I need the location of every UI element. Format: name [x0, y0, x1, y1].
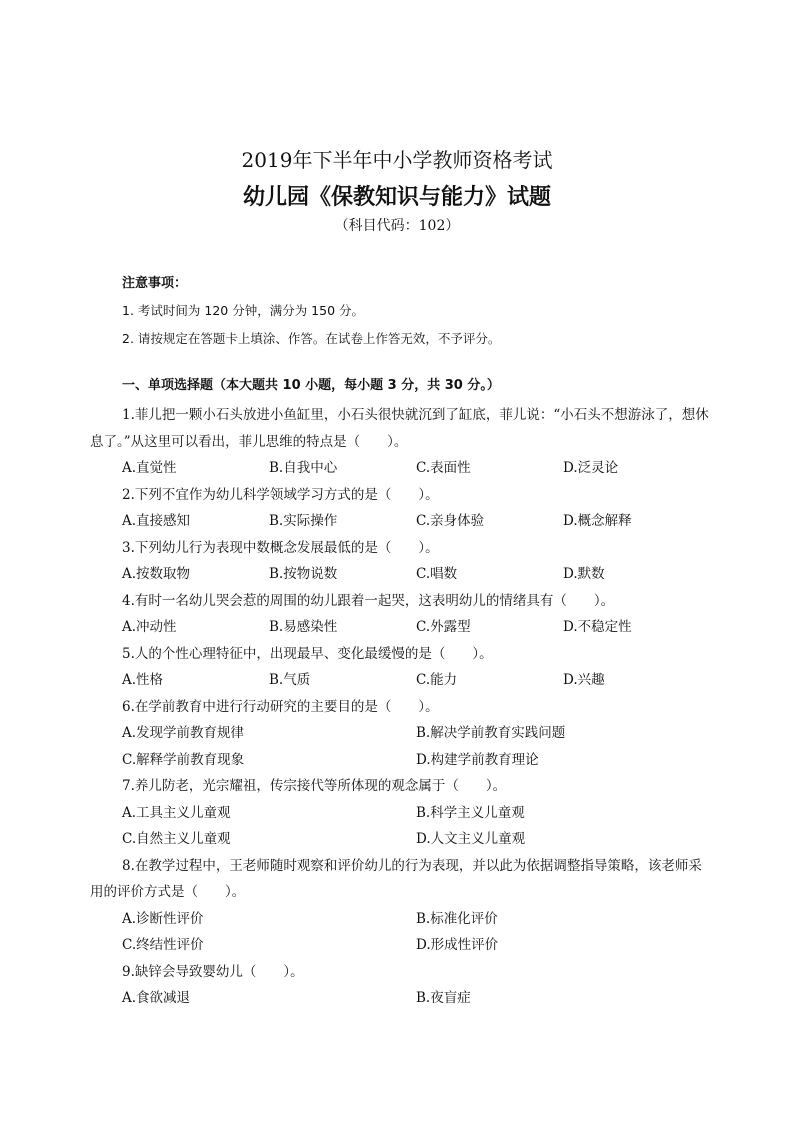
- exam-header: [0, 146, 794, 236]
- question-stem: 2.下列不宜作为幼儿科学领域学习方式的是（ ）。: [122, 486, 439, 503]
- option-c: C.亲身体验: [416, 513, 485, 529]
- question-1: [90, 402, 710, 482]
- option-b: B.解决学前教育实践问题: [416, 725, 566, 741]
- question-stem: 3.下列幼儿行为表现中数概念发展最低的是（ ）。: [122, 539, 439, 556]
- question-3: [90, 535, 710, 588]
- option-row: [90, 906, 710, 933]
- option-row: [90, 985, 710, 1012]
- question-2: [90, 482, 710, 535]
- option-a: A.食欲减退: [122, 990, 191, 1006]
- option-d: D.人文主义儿童观: [416, 831, 526, 847]
- exam-subtitle: 幼儿园《保教知识与能力》试题: [242, 184, 551, 210]
- option-b: B.夜盲症: [416, 990, 471, 1006]
- option-a: A.发现学前教育规律: [122, 725, 245, 741]
- option-d: D.兴趣: [563, 672, 605, 688]
- option-row: [90, 932, 710, 959]
- question-stem: 5.人的个性心理特征中，出现最早、变化最缓慢的是（ ）。: [122, 645, 493, 662]
- question-stem: 8.在教学过程中，王老师随时观察和评价幼儿的行为表现，并以此为依据调整指导策略，该老师采用的评价方式是（ ）。: [90, 857, 702, 900]
- section-title: 一、单项选择题（本大题共 10 小题，每小题 3 分，共 30 分。）: [122, 378, 500, 393]
- option-c: C.外露型: [416, 619, 471, 635]
- option-d: D.构建学前教育理论: [416, 751, 539, 768]
- question-stem: 4.有时一名幼儿哭会惹的周围的幼儿跟着一起哭，这表明幼儿的情绪具有（ ）。: [122, 592, 615, 609]
- option-row: [90, 455, 710, 482]
- question-stem: 9.缺锌会导致婴幼儿（ ）。: [122, 963, 304, 980]
- option-c: C.解释学前教育现象: [122, 751, 245, 768]
- note-item: 1. 考试时间为 120 分钟，满分为 150 分。: [122, 303, 365, 318]
- option-b: B.科学主义儿童观: [416, 804, 525, 821]
- option-d: D.泛灵论: [563, 460, 619, 476]
- option-b: B.自我中心: [269, 460, 338, 476]
- option-row: [90, 614, 710, 641]
- option-a: A.直觉性: [122, 460, 177, 476]
- option-c: C.能力: [416, 672, 458, 688]
- notes-section: [122, 274, 682, 358]
- option-row: [90, 508, 710, 535]
- option-b: B.易感染性: [269, 619, 338, 635]
- option-row: [90, 747, 710, 774]
- option-a: A.工具主义儿童观: [122, 804, 231, 821]
- option-row: [90, 667, 710, 694]
- question-7: [90, 773, 710, 853]
- option-b: B.按物说数: [269, 566, 338, 582]
- note-item: 2. 请按规定在答题卡上填涂、作答。在试卷上作答无效，不予评分。: [122, 331, 501, 346]
- notes-title: 注意事项：: [122, 276, 188, 291]
- question-6: [90, 694, 710, 774]
- option-a: A.按数取物: [122, 566, 191, 582]
- option-b: B.气质: [269, 672, 311, 688]
- option-c: C.唱数: [416, 566, 458, 582]
- question-stem: 7.养儿防老，光宗耀祖，传宗接代等所体现的观念属于（ ）。: [122, 778, 507, 794]
- question-9: [90, 959, 710, 1012]
- option-d: D.形成性评价: [416, 937, 499, 953]
- option-a: A.冲动性: [122, 619, 177, 635]
- option-d: D.不稳定性: [563, 619, 632, 635]
- question-stem: 1.菲儿把一颗小石头放进小鱼缸里，小石头很快就沉到了缸底，菲儿说：“小石头不想游泳了，想休息了。”从这里可以看出，菲儿思维的特点是（ ）。: [90, 407, 709, 450]
- option-a: A.诊断性评价: [122, 910, 204, 927]
- option-row: [90, 720, 710, 747]
- option-a: A.直接感知: [122, 513, 191, 529]
- exam-title: 2019年下半年中小学教师资格考试: [241, 148, 553, 172]
- question-list: [90, 402, 710, 1012]
- option-c: C.终结性评价: [122, 937, 204, 953]
- question-stem: 6.在学前教育中进行行动研究的主要目的是（ ）。: [122, 698, 439, 715]
- option-d: D.默数: [563, 566, 605, 582]
- option-row: [90, 800, 710, 827]
- option-b: B.实际操作: [269, 513, 338, 529]
- subject-code: （科目代码：102）: [334, 218, 460, 234]
- option-b: B.标准化评价: [416, 910, 498, 927]
- option-d: D.概念解释: [563, 513, 632, 529]
- question-5: [90, 641, 710, 694]
- option-a: A.性格: [122, 672, 164, 688]
- question-4: [90, 588, 710, 641]
- option-c: C.表面性: [416, 460, 471, 476]
- option-row: [90, 561, 710, 588]
- question-8: [90, 853, 710, 959]
- option-c: C.自然主义儿童观: [122, 831, 231, 847]
- option-row: [90, 826, 710, 853]
